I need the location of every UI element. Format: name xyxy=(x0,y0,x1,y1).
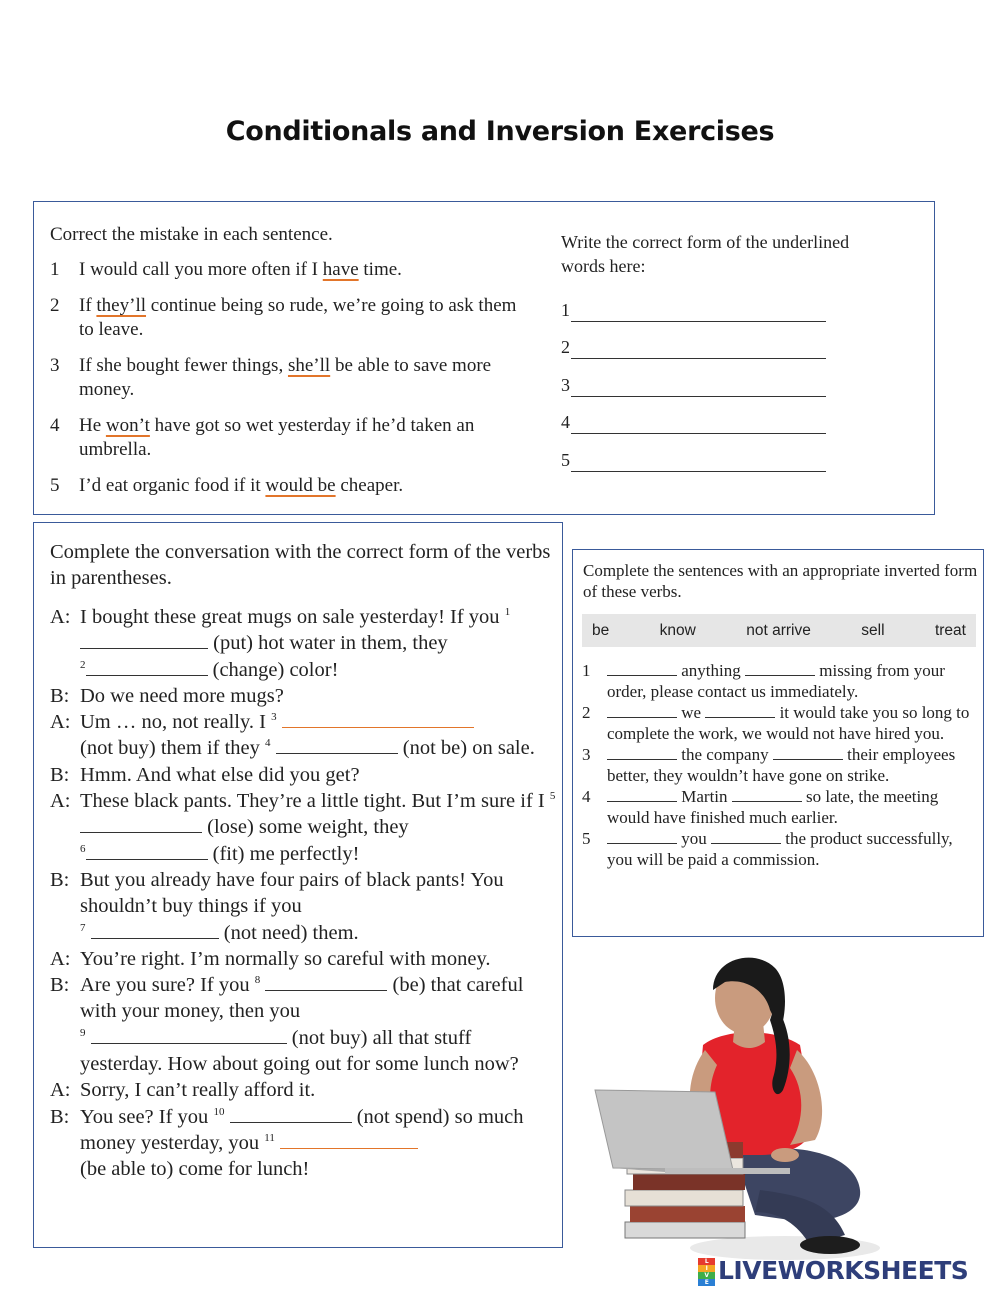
exercise-1-instruction: Correct the mistake in each sentence. xyxy=(50,224,333,245)
blank-input[interactable] xyxy=(265,973,387,991)
blank-input[interactable] xyxy=(280,1131,418,1149)
answer-line: 1 xyxy=(561,284,891,322)
verb-item: sell xyxy=(861,621,885,639)
answer-line: 4 xyxy=(561,397,891,435)
answer-input-1[interactable] xyxy=(571,304,826,322)
exercise-3-instruction: Complete the sentences with an appropriate inverted form of these verbs. xyxy=(583,561,978,601)
list-item: 1 anything missing from your order, please contact us immediately. xyxy=(582,661,945,701)
exercise-1-box xyxy=(33,201,935,515)
verb-item: be xyxy=(592,621,610,639)
exercise-1-list xyxy=(50,258,520,510)
conversation-turn: A: These black pants. They’re a little tight. But I’m sure if I $^5$ (lose) some weight, they $^6$ (fit) me perfectly! xyxy=(50,790,556,865)
conversation-turn: B: Hmm. And what else did you get? xyxy=(50,763,360,786)
exercise-2-box xyxy=(33,522,563,1248)
answer-line: 5 xyxy=(561,434,891,472)
exercise-2-instruction: Complete the conversation with the correct form of the verbs in parentheses. xyxy=(50,541,551,589)
conversation-turn: A: Um … no, not really. I $^3$ (not buy) them if they $^4$ (not be) on sale. xyxy=(50,711,535,760)
list-item: 1 I would call you more often if I have time. xyxy=(50,259,402,280)
list-item: 2 we it would take you so long to complete the work, we would not have hired you. xyxy=(582,703,970,743)
verb-item: not arrive xyxy=(746,621,811,639)
blank-input[interactable] xyxy=(607,746,677,760)
answer-input-4[interactable] xyxy=(571,416,826,434)
blank-input[interactable] xyxy=(80,815,202,833)
answer-line: 2 xyxy=(561,322,891,360)
conversation xyxy=(50,604,556,1183)
exercise-3-list xyxy=(582,660,982,870)
logo-text: LIVEWORKSHEETS xyxy=(718,1256,969,1285)
blank-input[interactable] xyxy=(91,921,219,939)
blank-input[interactable] xyxy=(91,1026,287,1044)
list-item: 4 He won’t have got so wet yesterday if he’d taken an umbrella. xyxy=(50,415,475,460)
blank-input[interactable] xyxy=(607,662,677,676)
woman-laptop-illustration xyxy=(585,950,885,1265)
list-item: 3 the company their employees better, they wouldn’t have gone on strike. xyxy=(582,745,956,785)
list-item: 2 If they’ll continue being so rude, we’re going to ask them to leave. xyxy=(50,295,517,340)
blank-input[interactable] xyxy=(607,830,677,844)
underlined-word: they’ll xyxy=(96,295,147,316)
answer-input-5[interactable] xyxy=(571,454,826,472)
conversation-turn: B: Do we need more mugs? xyxy=(50,684,284,707)
blank-input[interactable] xyxy=(732,788,802,802)
conversation-turn: B: But you already have four pairs of black pants! You shouldn’t buy things if you $^7$ (not need) them. xyxy=(50,868,504,944)
verb-item: know xyxy=(659,621,696,639)
blank-input[interactable] xyxy=(607,788,677,802)
list-item: 5 you the product successfully, you will be paid a commission. xyxy=(582,829,953,869)
verb-bank xyxy=(582,614,976,647)
conversation-turn: B: Are you sure? If you $^8$ (be) that careful with your money, then you $^9$ (not buy) all that stuff yesterday. How about going out for some lunch now? xyxy=(50,974,524,1076)
answer-instruction: Write the correct form of the underlined words here: xyxy=(561,232,850,276)
exercise-3-box xyxy=(572,549,984,937)
answer-input-3[interactable] xyxy=(571,379,826,397)
underlined-word: would be xyxy=(265,475,336,496)
blank-input[interactable] xyxy=(86,658,208,676)
underlined-word: she’ll xyxy=(287,355,331,376)
list-item: 5 I’d eat organic food if it would be cheaper. xyxy=(50,475,404,496)
blank-input[interactable] xyxy=(86,842,208,860)
liveworksheets-logo xyxy=(698,1256,968,1285)
conversation-turn: A: I bought these great mugs on sale yesterday! If you $^1$ (put) hot water in them, they $^2$ (change) color! xyxy=(50,606,511,681)
blank-input[interactable] xyxy=(607,704,677,718)
conversation-turn: A: Sorry, I can’t really afford it. xyxy=(50,1079,316,1102)
blank-input[interactable] xyxy=(80,631,208,649)
answer-area xyxy=(561,230,891,472)
blank-input[interactable] xyxy=(230,1105,352,1123)
blank-input[interactable] xyxy=(705,704,775,718)
answer-input-2[interactable] xyxy=(571,341,826,359)
blank-input[interactable] xyxy=(745,662,815,676)
answer-line: 3 xyxy=(561,359,891,397)
blank-input[interactable] xyxy=(711,830,781,844)
underlined-word: have xyxy=(322,259,359,280)
verb-item: treat xyxy=(934,621,966,639)
blank-input[interactable] xyxy=(276,736,398,754)
blank-input[interactable] xyxy=(773,746,843,760)
blank-input[interactable] xyxy=(282,710,474,728)
page-title: Conditionals and Inversion Exercises xyxy=(225,116,775,147)
underlined-word: won’t xyxy=(105,415,150,436)
logo-badge-icon: L I V E xyxy=(698,1258,715,1284)
list-item: 3 If she bought fewer things, she’ll be able to save more money. xyxy=(50,355,492,400)
conversation-turn: A: You’re right. I’m normally so careful with money. xyxy=(50,947,491,970)
list-item: 4 Martin so late, the meeting would have finished much earlier. xyxy=(582,787,939,827)
conversation-turn: B: You see? If you $^{10}$ (not spend) so much money yesterday, you $^{11}$ (be able to) come for lunch! xyxy=(50,1105,524,1181)
